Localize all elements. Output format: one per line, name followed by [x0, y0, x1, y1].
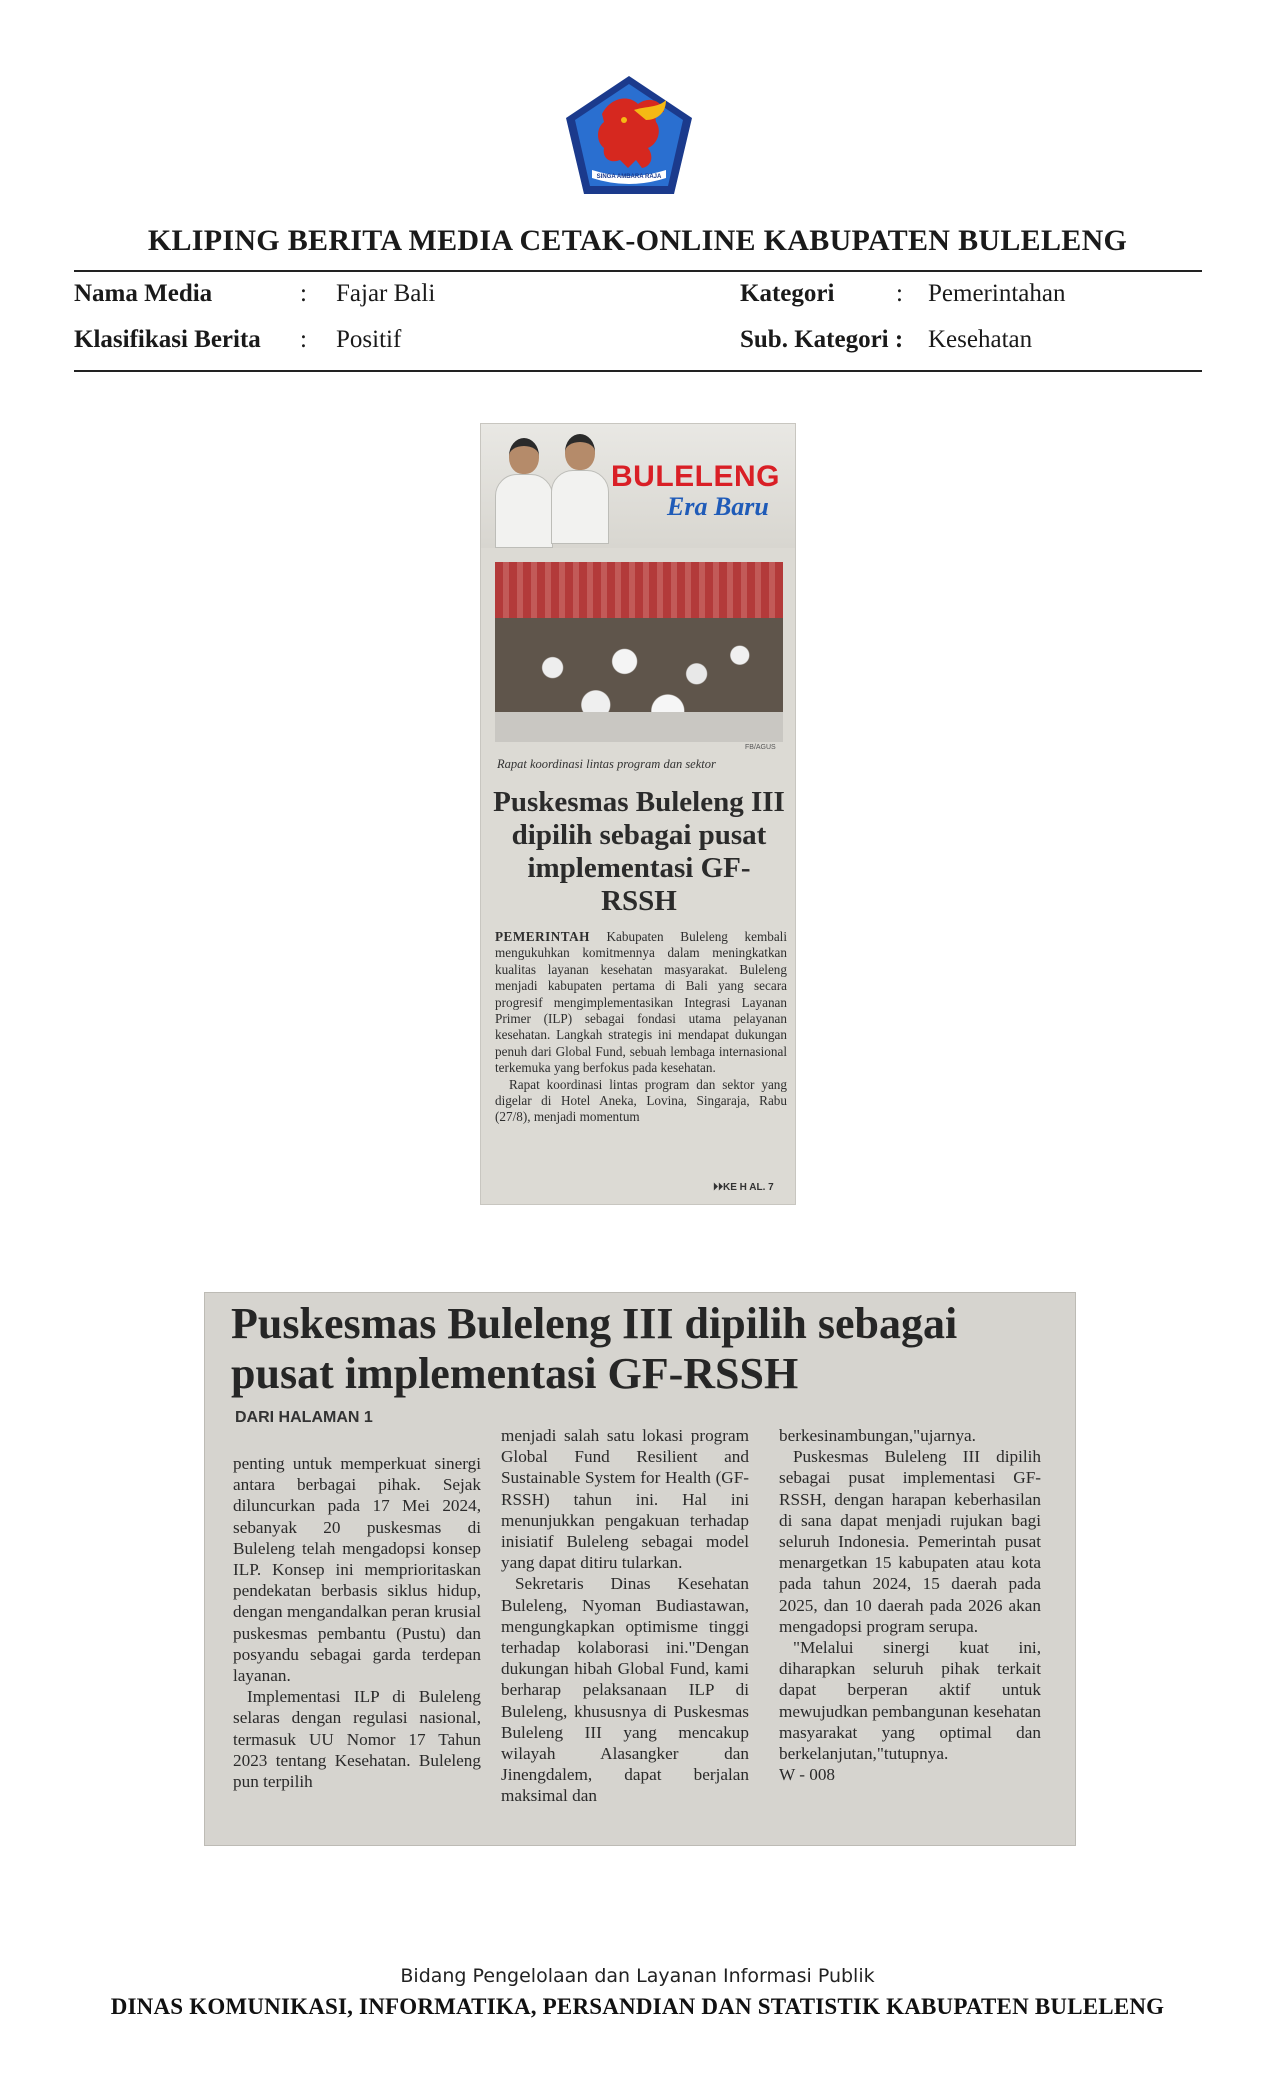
- meeting-photo: [495, 562, 783, 742]
- category-value: Pemerintahan: [928, 280, 1066, 307]
- media-name-label: Nama Media: [74, 280, 213, 307]
- classification-value: Positif: [336, 326, 402, 353]
- continuation-clipping: [204, 1292, 1076, 1846]
- author-code: W - 008: [779, 1765, 836, 1785]
- article-paragraph: Puskesmas Buleleng III dipilih sebagai pusat implementasi GF-RSSH, dengan harapan keberhasilan di sana dapat menjadi rujukan bagi seluruh Indonesia. Pemerintah pusat menargetkan 15 kabupaten atau kota pada tahun 2024, 15 daerah pada 2025, dan 10 daerah pada 2026 akan mengadopsi program serupa.: [779, 1447, 1041, 1636]
- front-page-clipping: [480, 423, 796, 1205]
- section-brand: BULELENG: [611, 460, 780, 493]
- article-paragraph: Implementasi ILP di Buleleng selaras dengan regulasi nasional, termasuk UU Nomor 17 Tahun 2023 tentang Kesehatan. Buleleng pun terpilih: [233, 1687, 481, 1792]
- article-paragraph: Rapat koordinasi lintas program dan sektor yang digelar di Hotel Aneka, Lovina, Singaraja, Rabu (27/8), menjadi momentum: [495, 1076, 787, 1125]
- category-label: Kategori: [740, 280, 835, 307]
- article-paragraph: Sekretaris Dinas Kesehatan Buleleng, Nyoman Budiastawan, mengungkapkan optimisme tinggi terhadap kolaborasi ini."Dengan dukungan hibah Global Fund, kami berharap pelaksanaan ILP di Buleleng, khususnya di Puskesmas Buleleng III yang mencakup wilayah Alasangker dan Jinengdalem, dapat berjalan maksimal dan: [501, 1574, 749, 1806]
- article-paragraph: menjadi salah satu lokasi program Global Fund Resilient and Sustainable System for Health (GF-RSSH) tahun ini. Hal ini menunjukkan pengakuan terhadap inisiatif Buleleng sebagai model yang dapat ditiru tularkan.: [501, 1426, 749, 1573]
- photo-credit: FB/AGUS: [745, 744, 776, 751]
- header-bottom-divider: [74, 370, 1202, 372]
- article-column-2: [501, 1425, 749, 1807]
- section-banner: [481, 424, 796, 548]
- sub-category-label: Sub. Kategori :: [740, 326, 904, 353]
- media-name-value: Fajar Bali: [336, 280, 436, 307]
- footer-agency: DINAS KOMUNIKASI, INFORMATIKA, PERSANDIAN DAN STATISTIK KABUPATEN BULELENG: [110, 1994, 1165, 2019]
- from-page-marker: DARI HALAMAN 1: [235, 1409, 373, 1426]
- article-paragraph: "Melalui sinergi kuat ini, diharapkan seluruh pihak terkait dapat berperan aktif untuk mewujudkan pembangunan kesehatan masyarakat yang optimal dan berkelanjutan,"tutupnya.: [779, 1638, 1041, 1764]
- footer-division: Bidang Pengelolaan dan Layanan Informasi Publik: [400, 1965, 875, 1987]
- emblem-motto: SINGA AMBARA RAJA: [596, 174, 662, 180]
- article-body: [495, 929, 787, 1126]
- sub-category-value: Kesehatan: [928, 326, 1033, 353]
- official-portrait: [495, 438, 553, 548]
- header-top-divider: [74, 270, 1202, 272]
- photo-caption: Rapat koordinasi lintas program dan sektor: [497, 757, 716, 771]
- classification-label: Klasifikasi Berita: [74, 326, 261, 353]
- continued-marker: ⏵⏵KE H AL. 7: [713, 1182, 774, 1193]
- article-headline: Puskesmas Buleleng III dipilih sebagai pusat implementasi GF-RSSH: [493, 786, 785, 917]
- category-sep: :: [896, 280, 903, 307]
- buleleng-regency-emblem: [562, 74, 696, 198]
- media-name-sep: :: [300, 280, 307, 307]
- article-column-1: [233, 1453, 481, 1792]
- section-brand-sub: Era Baru: [667, 492, 769, 521]
- article-paragraph: berkesinambungan,"ujarnya.: [779, 1426, 976, 1445]
- classification-sep: :: [300, 326, 307, 353]
- continuation-headline: Puskesmas Buleleng III dipilih sebagai pusat implementasi GF-RSSH: [231, 1299, 958, 1398]
- document-title: KLIPING BERITA MEDIA CETAK-ONLINE KABUPATEN BULELENG: [147, 224, 1128, 257]
- article-paragraph: penting untuk memperkuat sinergi antara berbagai pihak. Sejak diluncurkan pada 17 Mei 2024, sebanyak 20 puskesmas di Buleleng telah mengadopsi konsep ILP. Konsep ini memprioritaskan pendekatan berbasis siklus hidup, dengan mengandalkan peran krusial puskesmas pembantu (Pustu) dan posyandu sebagai garda terdepan layanan.: [233, 1454, 481, 1686]
- article-paragraph: PEMERINTAH Kabupaten Buleleng kembali mengukuhkan komitmennya dalam meningkatkan kualitas layanan kesehatan masyarakat. Buleleng menjadi kabupaten pertama di Bali yang secara progresif mengimplementasikan Integrasi Layanan Primer (ILP) sebagai fondasi utama pelayanan kesehatan. Langkah strategis ini mendapat dukungan penuh dari Global Fund, sebuah lembaga internasional terkemuka yang berfokus pada kesehatan.: [495, 929, 787, 1076]
- article-column-3: [779, 1425, 1041, 1785]
- official-portrait: [551, 434, 609, 544]
